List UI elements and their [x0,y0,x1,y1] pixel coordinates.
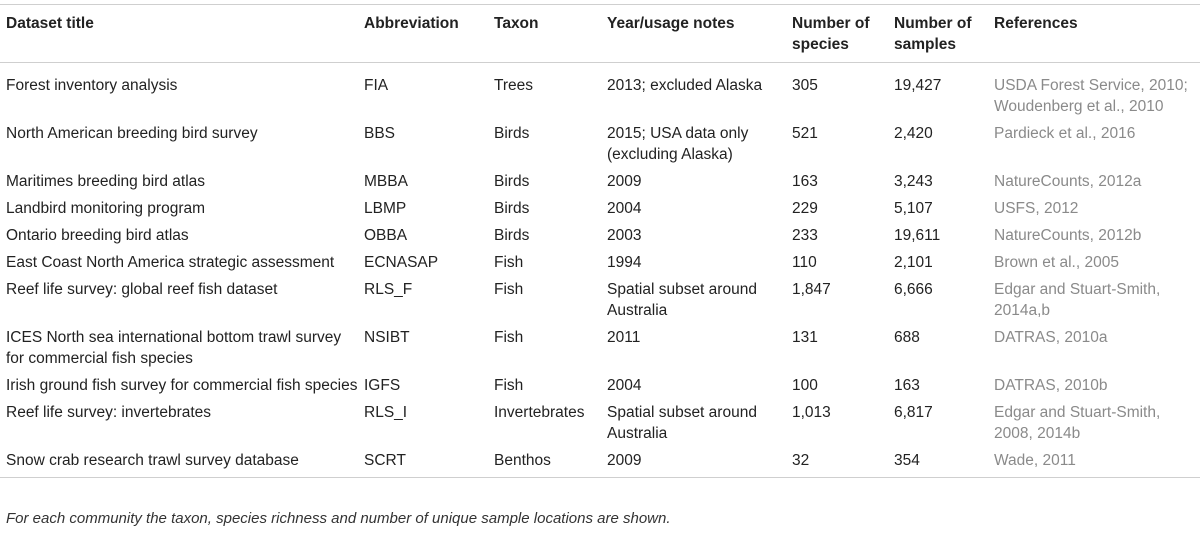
samples-count-cell: 3,243 [894,173,933,190]
samples-count-cell: 6,666 [894,281,933,298]
species-count-cell: 233 [792,227,818,244]
taxon-cell: Fish [494,377,524,394]
dataset-title-cell: ICES North sea international bottom trawl survey for commercial fish species [6,329,342,367]
taxon-cell: Birds [494,173,530,190]
reference-cell: USDA Forest Service, 2010; Woudenberg et al., 2010 [994,77,1188,115]
taxon-cell: Fish [494,281,524,298]
header-row [0,5,1200,63]
reference-cell: NatureCounts, 2012b [994,227,1142,244]
samples-count-cell: 19,611 [894,227,941,244]
column-header: Dataset title [0,5,358,63]
abbreviation-cell: NSIBT [364,329,410,346]
abbreviation-cell: RLS_F [364,281,413,298]
year-notes-cell: Spatial subset around Australia [607,281,757,319]
table-footnote: For each community the taxon, species richness and number of unique sample locations are shown. [6,510,671,527]
species-count-cell: 305 [792,77,818,94]
species-count-cell: 110 [792,254,817,271]
table-row [0,249,1200,276]
dataset-title-cell: Reef life survey: global reef fish dataset [6,281,278,298]
column-header: Number of species [786,5,888,63]
samples-count-cell: 5,107 [894,200,933,217]
table-row [0,63,1200,121]
year-notes-cell: 2013; excluded Alaska [607,77,763,94]
table-row [0,372,1200,399]
abbreviation-cell: MBBA [364,173,408,190]
table-row [0,399,1200,447]
year-notes-cell: 2004 [607,200,642,217]
taxon-cell: Birds [494,227,530,244]
dataset-title-cell: East Coast North America strategic assessment [6,254,335,271]
samples-count-cell: 6,817 [894,404,933,421]
samples-count-cell: 354 [888,447,988,478]
taxon-cell: Trees [494,77,534,94]
dataset-title-cell: Landbird monitoring program [6,200,206,217]
species-count-cell: 32 [786,447,888,478]
taxon-cell: Benthos [488,447,601,478]
taxon-cell: Fish [494,329,524,346]
table-header [0,5,1200,63]
column-header: Year/usage notes [601,5,786,63]
taxon-cell: Fish [494,254,524,271]
dataset-title-cell: Forest inventory analysis [6,77,178,94]
column-header: References [988,5,1200,63]
reference-cell: Wade, 2011 [988,447,1200,478]
samples-count-cell: 19,427 [894,77,942,94]
dataset-title-cell: Snow crab research trawl survey database [0,447,358,478]
abbreviation-cell: BBS [364,125,396,142]
column-header: Taxon [488,5,601,63]
taxon-cell: Birds [494,200,530,217]
samples-count-cell: 2,101 [894,254,933,271]
species-count-cell: 163 [792,173,818,190]
dataset-title-cell: Irish ground fish survey for commercial fish species [6,377,358,394]
dataset-title-cell: North American breeding bird survey [6,125,258,142]
samples-count-cell: 2,420 [894,125,933,142]
abbreviation-cell: SCRT [358,447,488,478]
year-notes-cell: 2003 [607,227,642,244]
samples-count-cell: 688 [894,329,920,346]
table-body [0,63,1200,478]
species-count-cell: 131 [792,329,818,346]
reference-cell: Pardieck et al., 2016 [994,125,1136,142]
table-row [0,168,1200,195]
species-count-cell: 229 [792,200,818,217]
year-notes-cell: 2009 [601,447,786,478]
dataset-title-cell: Reef life survey: invertebrates [6,404,212,421]
table-row [0,324,1200,372]
table-row [0,120,1200,168]
table-row [0,195,1200,222]
dataset-title-cell: Ontario breeding bird atlas [6,227,189,244]
abbreviation-cell: OBBA [364,227,408,244]
abbreviation-cell: LBMP [364,200,407,217]
species-count-cell: 521 [792,125,818,142]
reference-cell: USFS, 2012 [994,200,1079,217]
dataset-title-cell: Maritimes breeding bird atlas [6,173,206,190]
table-row [0,447,1200,478]
table-row [0,222,1200,249]
reference-cell: Edgar and Stuart-Smith, 2014a,b [994,281,1161,319]
reference-cell: DATRAS, 2010b [994,377,1108,394]
year-notes-cell: Spatial subset around Australia [607,404,757,442]
reference-cell: NatureCounts, 2012a [994,173,1142,190]
year-notes-cell: 2009 [607,173,642,190]
column-header: Number of samples [888,5,988,63]
species-count-cell: 1,847 [792,281,831,298]
samples-count-cell: 163 [894,377,920,394]
year-notes-cell: 2011 [607,329,641,346]
species-count-cell: 1,013 [792,404,831,421]
abbreviation-cell: ECNASAP [364,254,439,271]
table-row [0,276,1200,324]
reference-cell: Edgar and Stuart-Smith, 2008, 2014b [994,404,1161,442]
year-notes-cell: 2015; USA data only (excluding Alaska) [607,125,749,163]
column-header: Abbreviation [358,5,488,63]
year-notes-cell: 2004 [607,377,642,394]
abbreviation-cell: IGFS [364,377,401,394]
taxon-cell: Birds [494,125,530,142]
abbreviation-cell: FIA [364,77,389,94]
taxon-cell: Invertebrates [494,404,585,421]
reference-cell: Brown et al., 2005 [994,254,1119,271]
reference-cell: DATRAS, 2010a [994,329,1108,346]
species-count-cell: 100 [792,377,818,394]
abbreviation-cell: RLS_I [364,404,408,421]
year-notes-cell: 1994 [607,254,642,271]
dataset-table [0,4,1200,478]
